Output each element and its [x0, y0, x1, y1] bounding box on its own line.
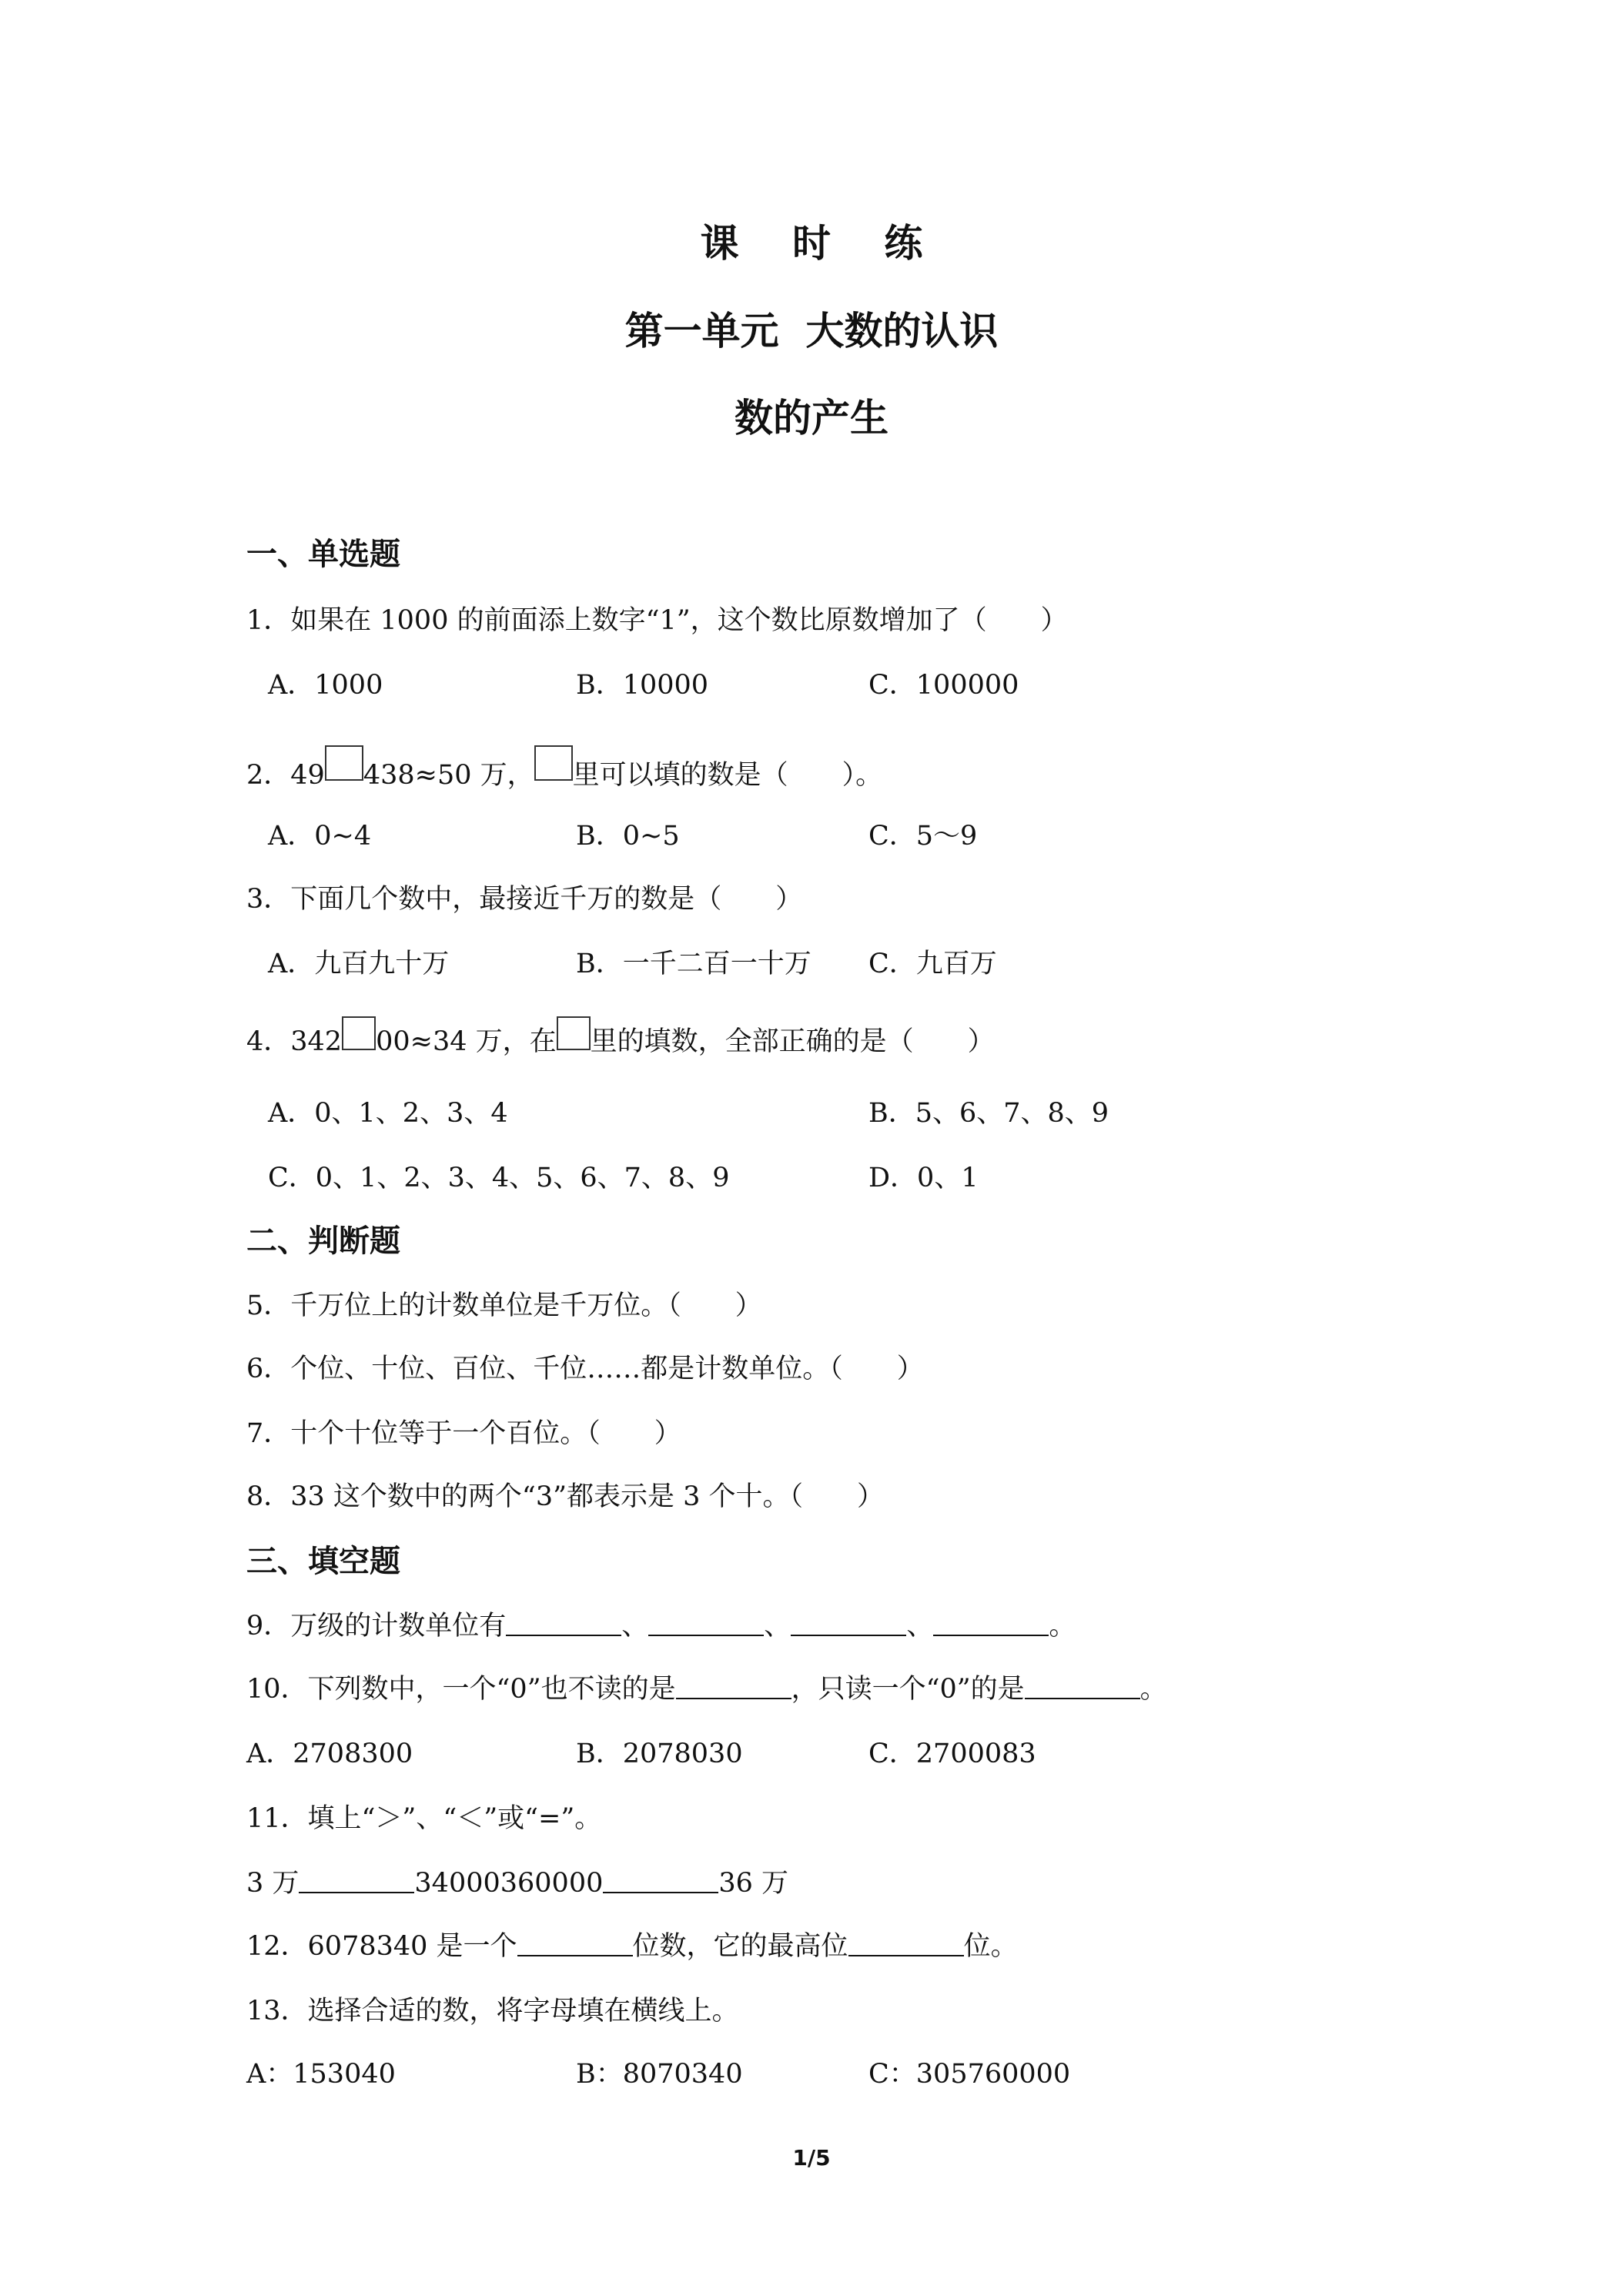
- separator: 、: [906, 1611, 934, 1642]
- q4-text-3: 里的填数，全部正确的是（ ）: [590, 1026, 995, 1057]
- q3-option-c: C．九百万: [868, 949, 997, 979]
- answer-blank[interactable]: [517, 1932, 633, 1956]
- question-2: [246, 745, 882, 792]
- separator: 、: [764, 1611, 791, 1642]
- q12-text-3: 位。: [963, 1931, 1018, 1962]
- question-1: 1．如果在 1000 的前面添上数字“1”，这个数比原数增加了（ ）: [246, 605, 1068, 636]
- section-heading-true-false: 二、判断题: [246, 1223, 400, 1259]
- q11-text-2: 34000360000: [414, 1868, 604, 1899]
- worksheet-title: [0, 213, 1623, 268]
- question-3: 3．下面几个数中，最接近千万的数是（ ）: [246, 884, 803, 915]
- q2-text-3: 里可以填的数是（ ）。: [572, 760, 883, 791]
- q12-text-2: 位数，它的最高位: [632, 1931, 848, 1962]
- q13-option-b: B：8070340: [576, 2059, 743, 2090]
- title-char: 时: [792, 221, 831, 266]
- q2-option-c: C．5～9: [868, 821, 978, 852]
- question-11: 11．填上“＞”、“＜”或“=”。: [246, 1803, 602, 1834]
- q3-option-b: B．一千二百一十万: [576, 949, 812, 979]
- q3-option-a: A．九百九十万: [268, 949, 450, 979]
- q4-text-2: 00≈34 万，在: [376, 1026, 557, 1057]
- q13-option-c: C：305760000: [868, 2059, 1071, 2090]
- answer-blank[interactable]: [299, 1869, 414, 1893]
- q1-option-c: C．100000: [868, 670, 1019, 701]
- lesson-title: 数的产生: [735, 396, 888, 440]
- q10-text-2: ，只读一个“0”的是: [791, 1674, 1025, 1705]
- q10-text-1: 10．下列数中，一个“0”也不读的是: [246, 1674, 676, 1705]
- q1-option-a: A．1000: [268, 670, 383, 701]
- section-heading-fill-in: 三、填空题: [246, 1544, 400, 1579]
- section-heading-single-choice: 一、单选题: [246, 537, 400, 572]
- answer-blank[interactable]: [1025, 1675, 1140, 1699]
- q10-option-c: C．2700083: [868, 1739, 1036, 1769]
- question-10: [246, 1668, 1167, 1706]
- title-char: 课: [700, 221, 739, 266]
- unit-title: 第一单元 大数的认识: [624, 309, 999, 353]
- empty-box-icon: [325, 745, 363, 781]
- question-4: [246, 1016, 995, 1059]
- answer-blank[interactable]: [506, 1612, 621, 1636]
- q4-option-a: A．0、1、2、3、4: [268, 1098, 508, 1129]
- q9-text: 9．万级的计数单位有: [246, 1611, 507, 1642]
- q13-option-a: A：153040: [246, 2059, 396, 2090]
- answer-blank[interactable]: [603, 1869, 718, 1893]
- question-5: 5．千万位上的计数单位是千万位。（ ）: [246, 1290, 762, 1321]
- question-8: 8．33 这个数中的两个“3”都表示是 3 个十。（ ）: [246, 1481, 885, 1512]
- q10-option-a: A．2708300: [246, 1739, 413, 1769]
- empty-box-icon: [557, 1016, 591, 1050]
- q12-text-1: 12．6078340 是一个: [246, 1931, 517, 1962]
- question-9: [246, 1605, 1076, 1643]
- answer-blank[interactable]: [791, 1612, 906, 1636]
- q4-option-d: D．0、1: [868, 1163, 979, 1193]
- q4-text-1: 4．342: [246, 1026, 343, 1057]
- answer-blank[interactable]: [848, 1932, 964, 1956]
- page-number: 1/5: [792, 2145, 831, 2170]
- q10-end: 。: [1139, 1674, 1167, 1705]
- empty-box-icon: [534, 745, 573, 781]
- empty-box-icon: [342, 1016, 376, 1050]
- q11-comparisons: [246, 1862, 788, 1900]
- q2-text-1: 2．49: [246, 760, 325, 791]
- q2-option-a: A．0~4: [268, 821, 372, 852]
- separator: 、: [621, 1611, 649, 1642]
- title-char: 练: [884, 221, 923, 266]
- q2-text-2: 438≈50 万，: [363, 760, 534, 791]
- question-13: 13．选择合适的数，将字母填在横线上。: [246, 1996, 739, 2027]
- q1-option-b: B．10000: [576, 670, 709, 701]
- question-7: 7．十个十位等于一个百位。（ ）: [246, 1418, 681, 1449]
- question-6: 6．个位、十位、百位、千位……都是计数单位。（ ）: [246, 1354, 924, 1384]
- answer-blank[interactable]: [933, 1612, 1049, 1636]
- q10-option-b: B．2078030: [576, 1739, 743, 1769]
- q11-text-3: 36 万: [718, 1868, 789, 1899]
- q2-option-b: B．0~5: [576, 821, 680, 852]
- answer-blank[interactable]: [676, 1675, 791, 1699]
- answer-blank[interactable]: [648, 1612, 764, 1636]
- q4-option-b: B．5、6、7、8、9: [868, 1098, 1109, 1129]
- question-12: [246, 1925, 1018, 1963]
- q9-end: 。: [1049, 1611, 1076, 1642]
- q11-text-1: 3 万: [246, 1868, 300, 1899]
- q4-option-c: C．0、1、2、3、4、5、6、7、8、9: [268, 1163, 730, 1193]
